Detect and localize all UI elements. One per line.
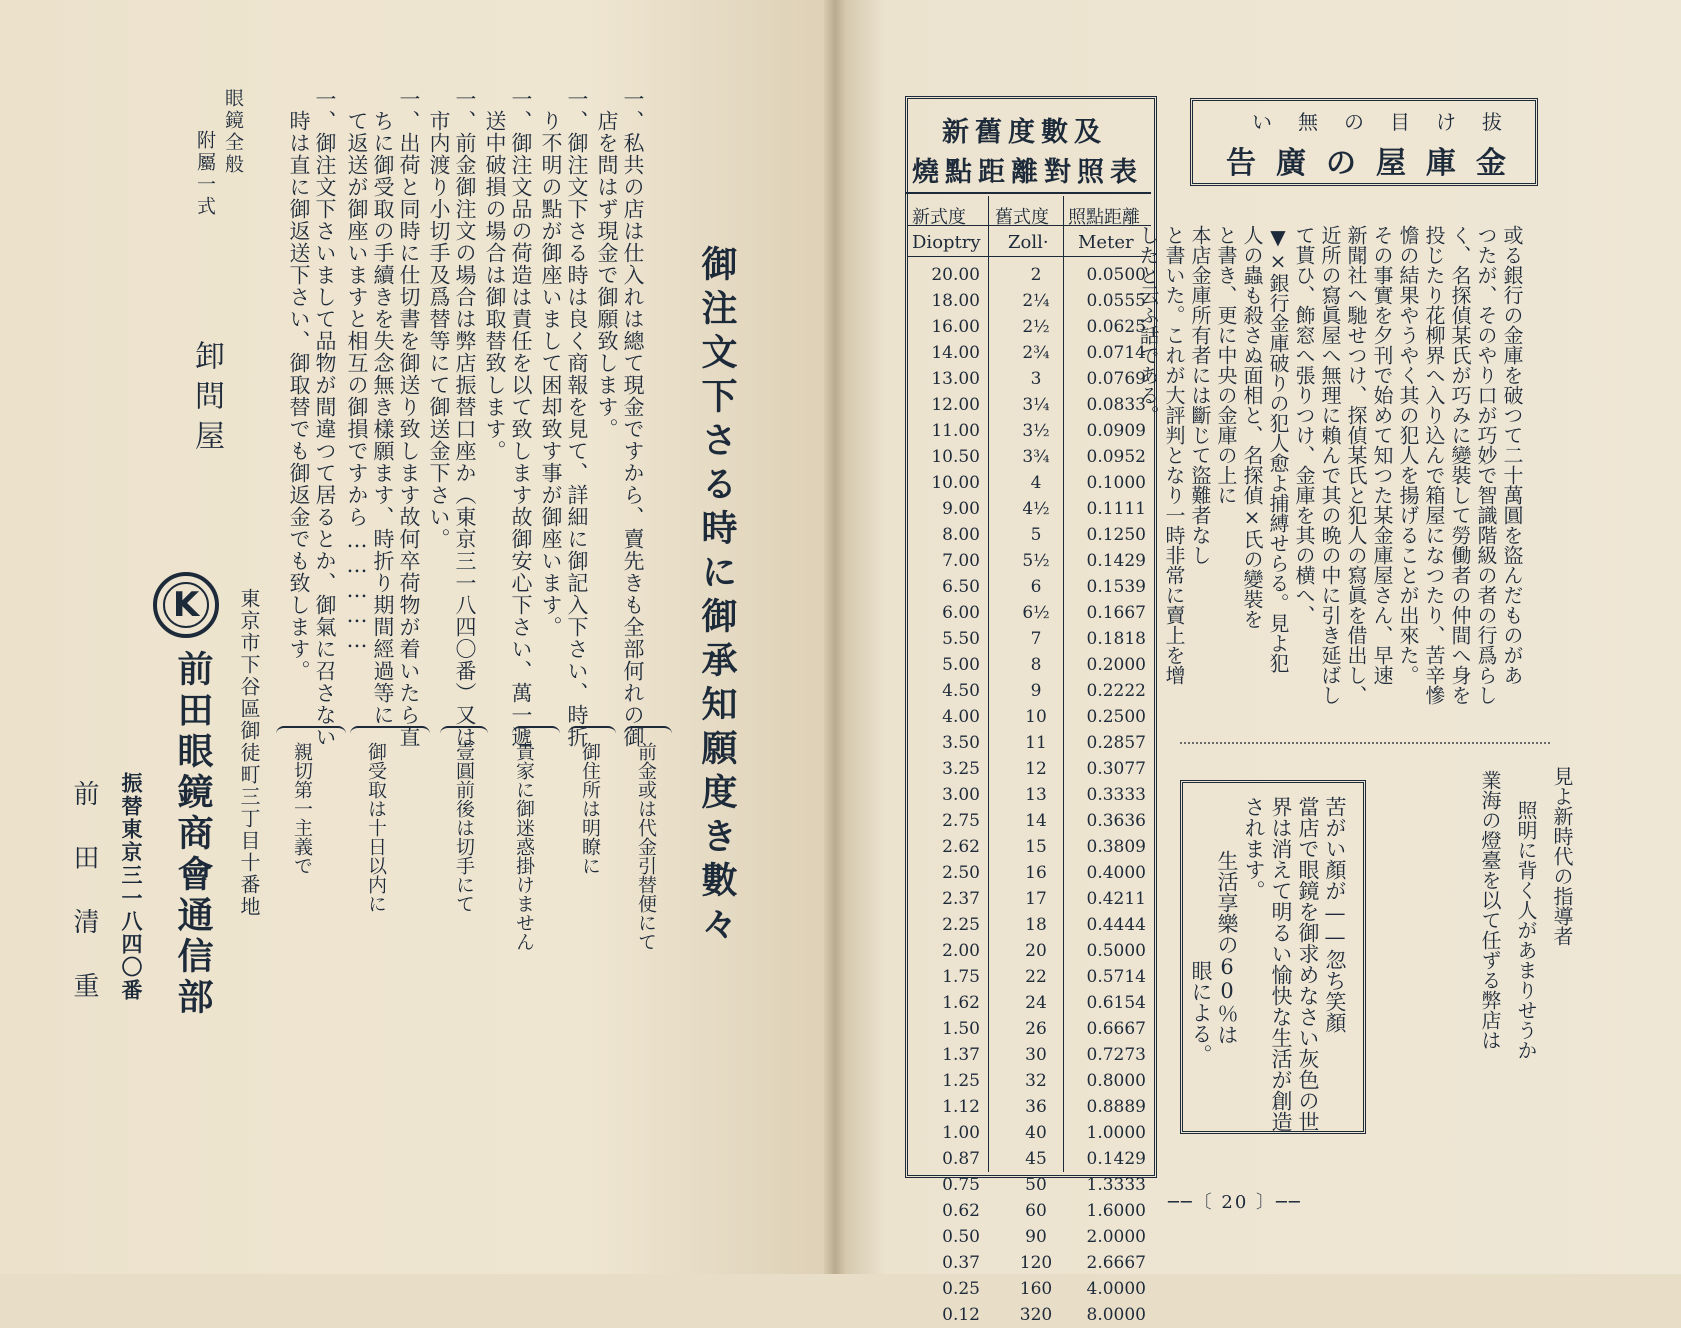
dioptry-cell: 6.50 bbox=[942, 577, 980, 597]
side-note: 貴家に御迷惑掛けません bbox=[513, 742, 535, 951]
notice-text: て返送が御座いますと相互の御損ですから…………… bbox=[345, 88, 369, 653]
brace bbox=[512, 726, 560, 742]
slogan-line: 苦がい顏が——忽ち笑顏 bbox=[1323, 796, 1347, 1033]
ad-title-large: 告廣の屋庫金 bbox=[1226, 146, 1526, 181]
zoll-cell: 22 bbox=[1025, 967, 1047, 987]
meter-cell: 0.5000 bbox=[1086, 941, 1146, 961]
meter-cell: 0.0555 bbox=[1086, 291, 1146, 311]
ad-story-line: く、名探偵某氏が巧みに變裝して勞働者の仲間へ身を bbox=[1448, 225, 1472, 705]
zoll-cell: 4½ bbox=[1022, 499, 1050, 519]
zoll-cell: 26 bbox=[1025, 1019, 1047, 1039]
zoll-cell: 320 bbox=[1019, 1305, 1053, 1325]
dioptry-cell: 3.50 bbox=[942, 733, 980, 753]
dioptry-cell: 1.50 bbox=[942, 1019, 980, 1039]
ad-story-line: その事實を夕刊で始めて知つた某金庫屋さん、早速 bbox=[1370, 225, 1394, 685]
dioptry-cell: 20.00 bbox=[931, 265, 980, 285]
dioptry-cell: 2.50 bbox=[942, 863, 980, 883]
notice-text: 一、御注文品の荷造は責任を以て致します故御安心下さい、萬一遞 bbox=[509, 88, 533, 748]
meter-cell: 0.1429 bbox=[1086, 1149, 1146, 1169]
zoll-cell: 3½ bbox=[1022, 421, 1050, 441]
meter-cell: 0.3077 bbox=[1086, 759, 1146, 779]
zoll-cell: 11 bbox=[1025, 733, 1047, 753]
dioptry-cell: 1.12 bbox=[942, 1097, 980, 1117]
unit-old: Zoll· bbox=[1008, 232, 1049, 253]
business-type: 卸問屋 bbox=[189, 340, 224, 460]
header-focal: 照點距離 bbox=[1068, 207, 1140, 228]
owner-name: 前田清重 bbox=[69, 780, 99, 1036]
page-number: ──〔 20 〕── bbox=[1168, 1192, 1302, 1213]
brace bbox=[568, 726, 616, 742]
ad-story-line: したと云ふ話である。 bbox=[1136, 225, 1160, 425]
meter-cell: 0.8000 bbox=[1086, 1071, 1146, 1091]
meter-cell: 1.0000 bbox=[1086, 1123, 1146, 1143]
dioptry-cell: 5.00 bbox=[942, 655, 980, 675]
meter-cell: 0.1667 bbox=[1086, 603, 1146, 623]
dioptry-cell: 0.50 bbox=[942, 1227, 980, 1247]
meter-cell: 1.3333 bbox=[1086, 1175, 1146, 1195]
meter-cell: 0.1250 bbox=[1086, 525, 1146, 545]
dioptry-cell: 0.37 bbox=[942, 1253, 980, 1273]
dioptry-cell: 2.37 bbox=[942, 889, 980, 909]
zoll-cell: 20 bbox=[1025, 941, 1047, 961]
dioptry-cell: 7.00 bbox=[942, 551, 980, 571]
side-note: 親切第一主義で bbox=[291, 742, 313, 875]
dioptry-cell: 4.00 bbox=[942, 707, 980, 727]
dioptry-cell: 8.00 bbox=[942, 525, 980, 545]
zoll-cell: 5 bbox=[1030, 525, 1042, 545]
notice-text: 店を問はず現金で御願致します。 bbox=[595, 88, 619, 440]
meter-cell: 0.2500 bbox=[1086, 707, 1146, 727]
zoll-cell: 3¼ bbox=[1022, 395, 1050, 415]
ad-story-line: 新聞社へ馳せつけ、探偵某氏と犯人の寫眞を借出し、 bbox=[1344, 225, 1368, 705]
side-note: 前金或は代金引替便にて bbox=[635, 742, 657, 951]
dioptry-cell: 3.00 bbox=[942, 785, 980, 805]
meter-cell: 0.3636 bbox=[1086, 811, 1146, 831]
meter-cell: 0.0952 bbox=[1086, 447, 1146, 467]
zoll-cell: 4 bbox=[1030, 473, 1042, 493]
transfer-account: 振替東京三一八四〇番 bbox=[119, 772, 144, 1002]
zoll-cell: 6 bbox=[1030, 577, 1042, 597]
meter-cell: 0.2857 bbox=[1086, 733, 1146, 753]
dioptry-cell: 0.12 bbox=[942, 1305, 980, 1325]
ad-story-line: 憺の結果やうやく其の犯人を揚げることが出來た。 bbox=[1396, 225, 1420, 685]
zoll-cell: 40 bbox=[1025, 1123, 1047, 1143]
business-line-2: 附屬一式 bbox=[194, 130, 216, 218]
dioptry-cell: 12.00 bbox=[931, 395, 980, 415]
notice-text: 一、御注文下さいまして品物が間違つて居るとか、御氣に召さない bbox=[313, 88, 337, 748]
meter-cell: 0.0909 bbox=[1086, 421, 1146, 441]
table-title-line1: 新舊度數及 bbox=[942, 117, 1107, 148]
ad-tagline: 照明に背く人があまりせうか bbox=[1514, 800, 1538, 1060]
zoll-column bbox=[1010, 262, 1062, 1328]
notice-text: 市内渡り小切手及爲替等にて御送金下さい。 bbox=[427, 88, 451, 550]
dotted-divider bbox=[1180, 742, 1550, 744]
zoll-cell: 120 bbox=[1019, 1253, 1053, 1273]
slogan-line: 界は消えて明るい愉快な生活が創造 bbox=[1269, 796, 1293, 1132]
dioptry-cell: 1.25 bbox=[942, 1071, 980, 1091]
zoll-cell: 24 bbox=[1025, 993, 1047, 1013]
zoll-cell: 18 bbox=[1025, 915, 1047, 935]
meter-cell: 2.0000 bbox=[1086, 1227, 1146, 1247]
zoll-cell: 3 bbox=[1030, 369, 1042, 389]
column-divider bbox=[988, 196, 989, 1172]
meter-cell: 0.6154 bbox=[1086, 993, 1146, 1013]
dioptry-cell: 14.00 bbox=[931, 343, 980, 363]
meter-cell: 0.6667 bbox=[1086, 1019, 1146, 1039]
dioptry-cell: 11.00 bbox=[931, 421, 980, 441]
dioptry-cell: 13.00 bbox=[931, 369, 980, 389]
notice-text: 一、出荷と同時に仕切書を御送り致します故何卒荷物が着いたら直 bbox=[397, 88, 421, 748]
dioptry-cell: 1.62 bbox=[942, 993, 980, 1013]
ad-story-line: つたが、そのやり口が巧妙で智識階級の者の行爲らし bbox=[1474, 225, 1498, 705]
slogan-line: されます。 bbox=[1242, 796, 1266, 901]
side-note: 御受取は十日以内に bbox=[365, 742, 387, 913]
meter-cell: 2.6667 bbox=[1086, 1253, 1146, 1273]
slogan-line: 當店で眼鏡を御求めなさい灰色の世 bbox=[1296, 796, 1320, 1132]
company-address: 東京市下谷區御徒町三丁目十番地 bbox=[237, 588, 261, 918]
zoll-cell: 2¼ bbox=[1022, 291, 1050, 311]
zoll-cell: 90 bbox=[1025, 1227, 1047, 1247]
dioptry-cell: 4.50 bbox=[942, 681, 980, 701]
zoll-cell: 12 bbox=[1025, 759, 1047, 779]
meter-cell: 0.8889 bbox=[1086, 1097, 1146, 1117]
meter-cell: 0.7273 bbox=[1086, 1045, 1146, 1065]
zoll-cell: 10 bbox=[1025, 707, 1047, 727]
ad-story-line: 近所の寫眞屋へ無理に賴んで其の晩の中に引き延ばし bbox=[1318, 225, 1342, 705]
meter-cell: 0.3333 bbox=[1086, 785, 1146, 805]
business-line-1: 眼鏡全般 bbox=[222, 88, 244, 176]
unit-new: Dioptry bbox=[912, 232, 981, 253]
ad-story-line: と書き、更に中央の金庫の上に bbox=[1214, 225, 1238, 505]
dioptry-cell: 10.00 bbox=[931, 473, 980, 493]
meter-cell: 0.0833 bbox=[1086, 395, 1146, 415]
dioptry-cell: 2.62 bbox=[942, 837, 980, 857]
meter-cell: 0.2222 bbox=[1086, 681, 1146, 701]
slogan-line: 生活享樂の60％は bbox=[1215, 850, 1239, 1045]
zoll-cell: 160 bbox=[1019, 1279, 1053, 1299]
logo-letter: K bbox=[172, 585, 200, 625]
meter-cell: 0.4211 bbox=[1086, 889, 1146, 909]
meter-cell: 0.1429 bbox=[1086, 551, 1146, 571]
dioptry-cell: 10.50 bbox=[931, 447, 980, 467]
meter-cell: 0.3809 bbox=[1086, 837, 1146, 857]
notice-text: 一、前金御注文の場合は弊店振替口座か（東京三一八四〇番）又は bbox=[453, 88, 477, 748]
meter-cell: 0.0769 bbox=[1086, 369, 1146, 389]
meter-cell: 1.6000 bbox=[1086, 1201, 1146, 1221]
header-old: 舊式度 bbox=[995, 207, 1049, 228]
ad-tagline: 見よ新時代の指導者 bbox=[1550, 766, 1574, 946]
zoll-cell: 14 bbox=[1025, 811, 1047, 831]
brace bbox=[350, 726, 430, 742]
meter-cell: 0.0625 bbox=[1086, 317, 1146, 337]
company-logo bbox=[153, 572, 219, 638]
zoll-cell: 16 bbox=[1025, 863, 1047, 883]
zoll-cell: 17 bbox=[1025, 889, 1047, 909]
slogan-line: 眼による。 bbox=[1189, 960, 1213, 1065]
meter-column bbox=[1070, 262, 1146, 1328]
dioptry-cell: 2.25 bbox=[942, 915, 980, 935]
zoll-cell: 2½ bbox=[1022, 317, 1050, 337]
meter-cell: 0.1111 bbox=[1086, 499, 1146, 519]
dioptry-column bbox=[910, 262, 980, 1328]
notice-text: り不明の點が御座いまして困却致す事が御座います。 bbox=[539, 88, 563, 638]
ad-story-line: 人の蟲も殺さぬ面相と、名探偵×氏の變裝を bbox=[1240, 225, 1264, 629]
ad-title-small: い無の目け拔 bbox=[1252, 110, 1528, 134]
notice-text: 送中破損の場合は御取替致します。 bbox=[483, 88, 507, 462]
zoll-cell: 2¾ bbox=[1022, 343, 1050, 363]
meter-cell: 0.1000 bbox=[1086, 473, 1146, 493]
dioptry-cell: 5.50 bbox=[942, 629, 980, 649]
dioptry-cell: 16.00 bbox=[931, 317, 980, 337]
notice-text: 一、私共の店は仕入れは總て現金ですから、賣先きも全部何れの御 bbox=[621, 88, 645, 748]
dioptry-cell: 2.75 bbox=[942, 811, 980, 831]
dioptry-cell: 1.37 bbox=[942, 1045, 980, 1065]
dioptry-cell: 0.75 bbox=[942, 1175, 980, 1195]
header-new: 新式度 bbox=[912, 207, 966, 228]
zoll-cell: 36 bbox=[1025, 1097, 1047, 1117]
dioptry-cell: 2.00 bbox=[942, 941, 980, 961]
zoll-cell: 32 bbox=[1025, 1071, 1047, 1091]
zoll-cell: 3¾ bbox=[1022, 447, 1050, 467]
meter-cell: 0.0500 bbox=[1086, 265, 1146, 285]
ad-tagline: 業海の燈臺を以て任ずる弊店は bbox=[1478, 770, 1502, 1050]
notice-text: ちに御受取の手續きを失念無き樣願ます、時折り期間經過等に bbox=[371, 88, 395, 726]
zoll-cell: 13 bbox=[1025, 785, 1047, 805]
zoll-cell: 2 bbox=[1030, 265, 1042, 285]
ad-story-line: 投じたり花柳界へ入り込んで箱屋になつたり、苦辛慘 bbox=[1422, 225, 1446, 705]
meter-cell: 0.1818 bbox=[1086, 629, 1146, 649]
meter-cell: 0.1539 bbox=[1086, 577, 1146, 597]
zoll-cell: 9 bbox=[1030, 681, 1042, 701]
zoll-cell: 45 bbox=[1025, 1149, 1047, 1169]
header-divider bbox=[908, 225, 1151, 226]
ad-story-line: て貰ひ、飾窓へ張りつけ、金庫を其の横へ、 bbox=[1292, 225, 1316, 625]
zoll-cell: 6½ bbox=[1022, 603, 1050, 623]
header-divider bbox=[908, 256, 1151, 257]
notice-text: 時は直に御返送下さい、御取替でも御返金でも致します。 bbox=[287, 88, 311, 682]
dioptry-cell: 0.25 bbox=[942, 1279, 980, 1299]
zoll-cell: 5½ bbox=[1022, 551, 1050, 571]
brace bbox=[624, 726, 672, 742]
zoll-cell: 30 bbox=[1025, 1045, 1047, 1065]
meter-cell: 0.0714 bbox=[1086, 343, 1146, 363]
page-heading: 御注文下さる時に御承知願度き數々 bbox=[696, 245, 738, 949]
dioptry-cell: 0.62 bbox=[942, 1201, 980, 1221]
zoll-cell: 7 bbox=[1030, 629, 1042, 649]
ad-story-line: と書いた。これが大評判となり一時非常に賣上を增 bbox=[1162, 225, 1186, 685]
meter-cell: 0.2000 bbox=[1086, 655, 1146, 675]
meter-cell: 4.0000 bbox=[1086, 1279, 1146, 1299]
notice-text: 一、御注文下さる時は良く商報を見て、詳細に御記入下さい、時折 bbox=[565, 88, 589, 748]
dioptry-cell: 0.87 bbox=[942, 1149, 980, 1169]
side-note: 御住所は明瞭に bbox=[579, 742, 601, 875]
meter-cell: 8.0000 bbox=[1086, 1305, 1146, 1325]
zoll-cell: 60 bbox=[1025, 1201, 1047, 1221]
zoll-cell: 15 bbox=[1025, 837, 1047, 857]
dioptry-cell: 1.75 bbox=[942, 967, 980, 987]
zoll-cell: 50 bbox=[1025, 1175, 1047, 1195]
ad-story-line: 或る銀行の金庫を破つて二十萬圓を盜んだものがあ bbox=[1500, 225, 1524, 685]
column-divider bbox=[1063, 196, 1064, 1172]
book-gutter bbox=[824, 0, 846, 1274]
zoll-cell: 8 bbox=[1030, 655, 1042, 675]
dioptry-cell: 18.00 bbox=[931, 291, 980, 311]
side-note: 壹圓前後は切手にて bbox=[453, 742, 475, 913]
notice-item-6-cont bbox=[286, 88, 338, 682]
meter-cell: 0.4000 bbox=[1086, 863, 1146, 883]
dioptry-cell: 3.25 bbox=[942, 759, 980, 779]
dioptry-cell: 9.00 bbox=[942, 499, 980, 519]
ad-story-line: 本店金庫所有者には斷じて盜難者なし bbox=[1188, 225, 1212, 565]
dioptry-cell: 6.00 bbox=[942, 603, 980, 623]
dioptry-cell: 1.00 bbox=[942, 1123, 980, 1143]
meter-cell: 0.5714 bbox=[1086, 967, 1146, 987]
company-name: 前田眼鏡商會通信部 bbox=[172, 650, 214, 1019]
ad-story-line: ▼×銀行金庫破りの犯人愈よ捕縛せらる。見よ犯 bbox=[1266, 225, 1290, 673]
brace bbox=[440, 726, 488, 742]
brace bbox=[276, 726, 346, 742]
unit-focal: Meter bbox=[1078, 232, 1134, 253]
table-title-line2: 燒點距離對照表 bbox=[912, 157, 1143, 188]
meter-cell: 0.4444 bbox=[1086, 915, 1146, 935]
